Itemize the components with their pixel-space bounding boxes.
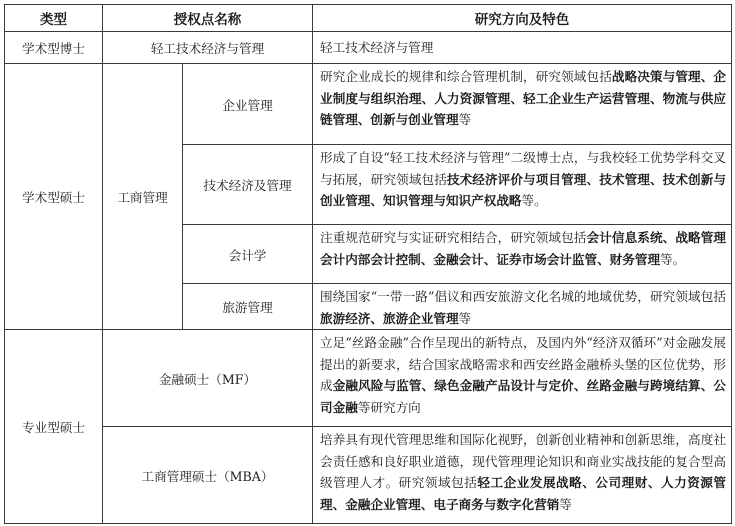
header-row [5, 5, 732, 32]
description-text: 注重规范研究与实证研究相结合，研究领域包括 [320, 230, 587, 245]
description-text: 围绕国家“一带一路”倡议和西安旅游文化名城的地域优势，研究领域包括 [320, 289, 726, 304]
description-text: 等 [458, 310, 472, 326]
research-area-highlight: 轻工企业发展战略、公司理财、人力资源管理、金融企业管理、电子商务与数字化营销 [320, 475, 727, 512]
description-cell: 轻工技术经济与管理 [313, 32, 732, 64]
program-cell: 金融硕士（MF） [103, 330, 313, 427]
description-text: 等 [559, 496, 572, 512]
description-text: 立足“丝路金融”合作呈现出的新特点，及国内外“经济双循环”对金融发展提出的新要求，结合国家战略需求和西安丝路金融桥头堡的区位优势，形成 [320, 335, 726, 393]
table-row [5, 427, 732, 524]
group-cell: 工商管理 [103, 64, 183, 330]
description-text: 等研究方向 [357, 399, 421, 415]
program-cell: 会计学 [183, 225, 313, 284]
program-cell: 旅游管理 [183, 284, 313, 330]
description-text: 等。 [660, 251, 686, 267]
description-cell [313, 427, 732, 524]
description-cell [313, 330, 732, 427]
description-text: 培养具有现代管理思维和国际化视野，创新创业精神和创新思维，高度社会责任感和良好职业道德，现代管理理论知识和商业实战技能的复合型高级管理人才。研究领域包括 [320, 432, 726, 490]
research-area-highlight: 旅游经济、旅游企业管理 [320, 310, 459, 326]
category-cell: 学术型硕士 [5, 64, 103, 330]
header-category: 类型 [5, 5, 103, 32]
description-text: 研究企业成长的规律和综合管理机制，研究领域包括 [320, 69, 612, 84]
program-cell: 轻工技术经济与管理 [103, 32, 313, 64]
category-cell: 学术型博士 [5, 32, 103, 64]
program-cell: 工商管理硕士（MBA） [103, 427, 313, 524]
program-cell: 企业管理 [183, 64, 313, 145]
description-text: 等。 [521, 193, 547, 208]
research-area-highlight: 金融风险与监管、绿色金融产品设计与定价、丝路金融与跨境结算、公司金融 [320, 378, 727, 415]
description-text: 形成了自设“轻工技术经济与管理”二级博士点，与我校轻工优势学科交叉与拓展，研究领域包括 [320, 150, 726, 187]
description-cell [313, 284, 732, 330]
research-area-highlight: 技术经济评价与项目管理、技术管理、技术创新与创业管理、知识管理与知识产权战略 [320, 171, 727, 208]
research-area-highlight: 战略决策与管理、企业制度与组织治理、人力资源管理、轻工企业生产运营管理、物流与供应链管理、创新与创业管理 [320, 69, 727, 127]
table-row [5, 32, 732, 64]
header-program: 授权点名称 [103, 5, 313, 32]
programs-table [4, 4, 732, 524]
table-row [5, 64, 732, 145]
description-text: 等 [458, 112, 472, 127]
category-cell: 专业型硕士 [5, 330, 103, 524]
description-cell [313, 145, 732, 225]
description-cell [313, 225, 732, 284]
program-cell: 技术经济及管理 [183, 145, 313, 225]
description-cell [313, 64, 732, 145]
table-row [5, 330, 732, 427]
header-direction: 研究方向及特色 [313, 5, 732, 32]
research-area-highlight: 会计信息系统、战略管理会计内部会计控制、金融会计、证券市场会计监管、财务管理 [320, 230, 727, 267]
